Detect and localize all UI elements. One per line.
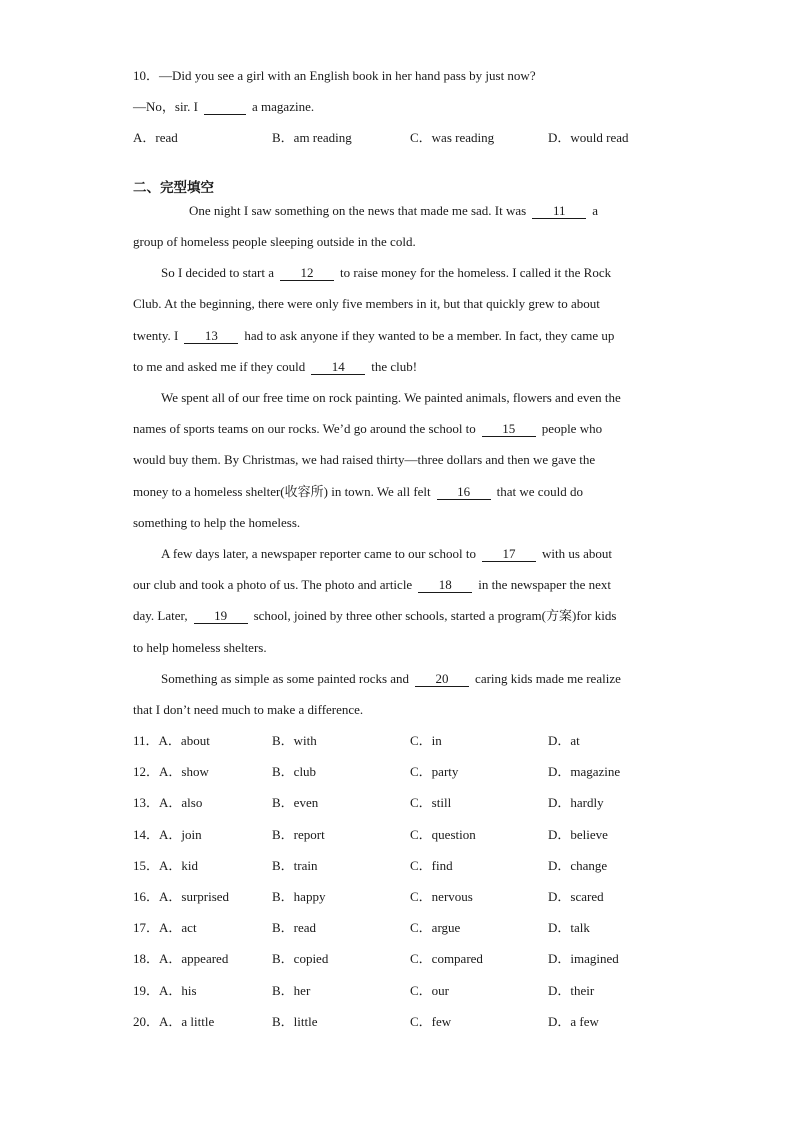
- blank-14: 14: [311, 360, 365, 375]
- passage-line: Club. At the beginning, there were only five members in it, but that quickly grew to about: [133, 296, 600, 311]
- passage-text: Something as simple as some painted rocks and: [161, 671, 410, 686]
- option-text: A．also: [159, 795, 203, 811]
- option-text: D．a few: [548, 1013, 599, 1029]
- option-b: [272, 794, 318, 812]
- q10-option-d: D．would read: [548, 130, 629, 145]
- option-a: [133, 1013, 214, 1031]
- question-number: 11．: [133, 733, 159, 748]
- option-b: [272, 888, 325, 906]
- passage-text: a: [592, 203, 598, 218]
- question-number: 12．: [133, 764, 160, 780]
- option-a: [133, 732, 210, 750]
- question-number: 14．: [133, 826, 160, 842]
- option-text: C．party: [410, 764, 459, 780]
- option-text: C．in: [410, 733, 442, 748]
- blank-19: 19: [194, 609, 248, 624]
- option-text: C．argue: [410, 920, 461, 936]
- passage-text: with us about: [541, 546, 613, 561]
- passage-line: [133, 420, 602, 438]
- q10-options: [133, 129, 673, 147]
- option-text: B．copied: [272, 951, 329, 967]
- option-d: [548, 1013, 599, 1031]
- question-number: 17．: [133, 920, 160, 936]
- option-text: A．a little: [159, 1013, 215, 1029]
- passage-line: group of homeless people sleeping outside in the cold.: [133, 234, 416, 249]
- passage-text: the club!: [371, 359, 418, 374]
- option-c: [410, 732, 442, 750]
- passage-text: names of sports teams on our rocks. We’d go around the school to: [133, 421, 476, 436]
- option-d: [548, 982, 594, 1000]
- question-row: [133, 763, 673, 781]
- passage-line: [161, 670, 621, 688]
- option-text: C．nervous: [410, 889, 473, 904]
- question-number: 18．: [133, 951, 160, 967]
- option-d: [548, 888, 604, 906]
- option-c: [410, 919, 460, 937]
- option-b: [272, 1013, 318, 1031]
- passage-line: [161, 264, 611, 282]
- option-text: C．find: [410, 857, 453, 873]
- option-c: [410, 857, 453, 875]
- passage-text: had to ask anyone if they wanted to be a member. In fact, they came up: [244, 328, 615, 343]
- option-c: [410, 763, 458, 781]
- q10-stem: 10．—Did you see a girl with an English book in her hand pass by just now?: [133, 68, 536, 83]
- option-text: A．show: [159, 764, 209, 780]
- section-title: 二、完型填空: [133, 180, 214, 196]
- passage-text: to raise money for the homeless. I called it the Rock: [340, 265, 612, 280]
- option-text: A．about: [158, 733, 210, 748]
- q10-option-b: B．am reading: [272, 130, 352, 145]
- option-a: [133, 919, 197, 937]
- passage-text: school, joined by three other schools, started a program(方案)for kids: [253, 608, 617, 623]
- passage-text: people who: [541, 421, 603, 436]
- option-d: [548, 826, 608, 844]
- option-a: [133, 794, 202, 812]
- question-row: [133, 982, 673, 1000]
- option-text: B．even: [272, 795, 319, 811]
- option-text: C．few: [410, 1013, 452, 1029]
- passage-text: So I decided to start a: [161, 265, 274, 280]
- option-text: B．with: [272, 733, 317, 748]
- question-row: [133, 919, 673, 937]
- passage-text: to me and asked me if they could: [133, 359, 306, 374]
- option-b: [272, 950, 328, 968]
- option-a: [133, 763, 209, 781]
- passage-text: caring kids made me realize: [475, 671, 621, 686]
- option-text: A．join: [159, 826, 202, 842]
- option-c: [410, 982, 449, 1000]
- blank-13: 13: [184, 329, 238, 344]
- option-a: [133, 826, 202, 844]
- option-b: [272, 982, 310, 1000]
- option-text: B．train: [272, 857, 318, 873]
- option-text: C．question: [410, 826, 476, 842]
- passage-text: that we could do: [496, 484, 583, 499]
- option-b: [272, 919, 316, 937]
- passage-text: day. Later,: [133, 608, 188, 623]
- option-d: [548, 919, 590, 937]
- option-c: [410, 888, 473, 906]
- question-row: [133, 794, 673, 812]
- option-text: D．scared: [548, 889, 604, 904]
- option-text: B．read: [272, 920, 317, 936]
- passage-text: A few days later, a newspaper reporter came to our school to: [161, 546, 476, 561]
- option-c: [410, 826, 476, 844]
- passage-line: [133, 358, 417, 376]
- option-text: D．at: [548, 733, 580, 748]
- passage-line: something to help the homeless.: [133, 515, 301, 530]
- option-b: [272, 732, 317, 750]
- option-text: C．our: [410, 982, 450, 998]
- question-row: [133, 950, 673, 968]
- passage-text: twenty. I: [133, 328, 179, 343]
- passage-text: in the newspaper the next: [478, 577, 612, 592]
- option-d: [548, 732, 580, 750]
- blank-15: 15: [482, 422, 536, 437]
- option-c: [410, 794, 451, 812]
- option-text: B．little: [272, 1013, 318, 1029]
- q10-option-c: C．was reading: [410, 130, 495, 145]
- question-row: [133, 732, 673, 750]
- passage-line: would buy them. By Christmas, we had raised thirty—three dollars and then we gave the: [133, 452, 596, 467]
- passage-text: our club and took a photo of us. The photo and article: [133, 577, 413, 592]
- option-a: [133, 888, 229, 906]
- blank-20: 20: [415, 672, 469, 687]
- option-b: [272, 763, 316, 781]
- question-row: [133, 826, 673, 844]
- option-b: [272, 826, 325, 844]
- blank-12: 12: [280, 266, 334, 281]
- option-text: D．change: [548, 857, 608, 873]
- option-d: [548, 763, 620, 781]
- question-row: [133, 888, 673, 906]
- q10-reply-pre: —No，sir. I: [133, 99, 199, 114]
- q10-blank: [204, 100, 246, 115]
- option-c: [410, 1013, 451, 1031]
- passage-line: that I don’t need much to make a difference.: [133, 702, 364, 717]
- option-a: [133, 950, 228, 968]
- option-text: D．believe: [548, 826, 608, 842]
- passage-line: [133, 607, 616, 625]
- passage-line: [161, 545, 612, 563]
- option-text: D．hardly: [548, 795, 604, 811]
- passage-line: to help homeless shelters.: [133, 640, 267, 655]
- option-a: [133, 857, 198, 875]
- option-text: C．compared: [410, 951, 483, 967]
- option-text: A．surprised: [159, 889, 230, 904]
- option-b: [272, 857, 318, 875]
- option-d: [548, 950, 619, 968]
- q10-reply-post: a magazine.: [252, 99, 315, 114]
- question-row: [133, 1013, 673, 1031]
- blank-11: 11: [532, 204, 586, 219]
- passage-line: [189, 202, 598, 220]
- option-c: [410, 950, 483, 968]
- option-text: B．happy: [272, 889, 326, 904]
- option-text: C．still: [410, 795, 452, 811]
- option-d: [548, 857, 607, 875]
- option-text: B．club: [272, 764, 317, 780]
- passage-line: [133, 327, 614, 345]
- option-text: A．act: [159, 920, 197, 936]
- option-text: B．report: [272, 826, 325, 842]
- option-text: A．his: [159, 982, 197, 998]
- blank-16: 16: [437, 485, 491, 500]
- passage-text: One night I saw something on the news that made me sad. It was: [189, 203, 527, 218]
- question-number: 20．: [133, 1013, 160, 1029]
- option-text: D．their: [548, 982, 595, 998]
- blank-18: 18: [418, 578, 472, 593]
- question-number: 15．: [133, 857, 160, 873]
- passage-line: [133, 483, 583, 501]
- option-text: D．magazine: [548, 764, 621, 780]
- option-a: [133, 982, 197, 1000]
- q10-option-a: A．read: [133, 130, 178, 145]
- question-number: 13．: [133, 795, 160, 811]
- passage-line: We spent all of our free time on rock painting. We painted animals, flowers and even the: [161, 390, 621, 405]
- passage-text: money to a homeless shelter(收容所) in town. We all felt: [133, 484, 431, 499]
- question-row: [133, 857, 673, 875]
- option-text: D．imagined: [548, 951, 619, 967]
- question-number: 19．: [133, 982, 160, 998]
- passage-line: [133, 576, 611, 594]
- option-text: D．talk: [548, 920, 590, 936]
- blank-17: 17: [482, 547, 536, 562]
- q10-reply: [133, 98, 314, 116]
- option-text: B．her: [272, 982, 311, 998]
- option-text: A．appeared: [159, 951, 229, 967]
- option-d: [548, 794, 604, 812]
- question-number: 16．: [133, 889, 160, 904]
- option-text: A．kid: [159, 857, 199, 873]
